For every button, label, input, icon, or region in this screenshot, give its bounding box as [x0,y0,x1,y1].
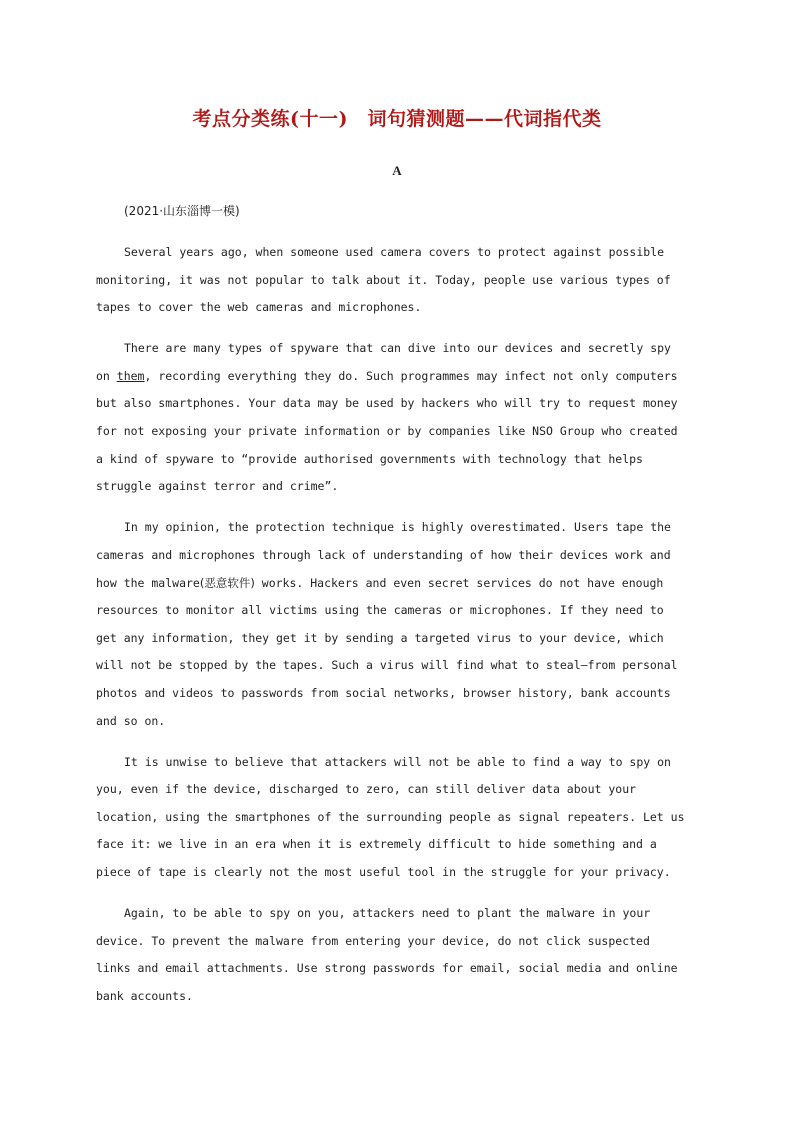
paragraph-line: will not be stopped by the tapes. Such a virus will find what to steal—from personal [96,658,678,673]
paragraph-line: resources to monitor all victims using the cameras or microphones. If they need to [96,603,664,618]
paragraph-line: photos and videos to passwords from social networks, browser history, bank accounts [96,685,671,700]
paragraph-line: but also smartphones. Your data may be used by hackers who will try to request money [96,396,678,411]
paragraph-line: struggle against terror and crime”. [96,479,339,494]
page-title: 考点分类练(十一) 词句猜测题——代词指代类 [192,108,602,130]
paragraph-line: device. To prevent the malware from entering your device, do not click suspected [96,933,650,948]
paragraph-line: and so on. [96,713,166,728]
paragraph-line [96,570,696,598]
paragraph-line: monitoring, it was not popular to talk about it. Today, people use various types of [96,272,671,287]
paragraph-1 [96,239,696,322]
paragraph-line: Several years ago, when someone used camera covers to protect against possible [124,245,665,259]
paragraph-line: tapes to cover the web cameras and microphones. [96,300,422,315]
paragraph-line: In my opinion, the protection technique is highly overestimated. Users tape the [124,520,671,535]
paragraph-line: get any information, they get it by sending a targeted virus to your device, which [96,630,664,645]
paragraph-line: piece of tape is clearly not the most useful tool in the struggle for your privacy. [96,864,671,879]
paragraph-4 [96,749,696,887]
paragraph-2 [96,335,696,501]
paragraph-line: location, using the smartphones of the surrounding people as signal repeaters. Let us [96,809,685,824]
text-run: on [96,368,117,383]
paragraph-5 [96,900,696,1010]
paragraph-line: face it: we live in an era when it is extremely difficult to hide something and a [96,837,657,852]
text-run: works. Hackers and even secret services do not have enough [254,575,664,590]
paragraph-line: a kind of spyware to “provide authorised governments with technology that helps [96,451,643,466]
section-label: A [392,163,402,178]
text-run: , recording everything they do. Such programmes may infect not only computers [144,368,678,383]
paragraph-line: cameras and microphones through lack of understanding of how their devices work and [96,547,671,562]
paragraph-line: for not exposing your private information or by companies like NSO Group who created [96,424,678,439]
paragraph-line: Again, to be able to spy on you, attackers need to plant the malware in your [124,906,651,921]
text-run: how the malware [96,575,200,590]
underlined-word-them: them [116,368,145,383]
gloss-annotation: (恶意软件) [199,575,255,590]
source-citation: (2021·山东淄博一模) [124,204,240,218]
paragraph-line: There are many types of spyware that can dive into our devices and secretly spy [124,341,671,356]
paragraph-line: It is unwise to believe that attackers will not be able to find a way to spy on [124,754,671,769]
paragraph-line [96,363,696,391]
article-body [96,239,696,1024]
paragraph-line: you, even if the device, discharged to zero, can still deliver data about your [96,782,637,797]
paragraph-3 [96,514,696,735]
paragraph-line: links and email attachments. Use strong passwords for email, social media and online [96,961,678,976]
paragraph-line: bank accounts. [96,988,193,1003]
